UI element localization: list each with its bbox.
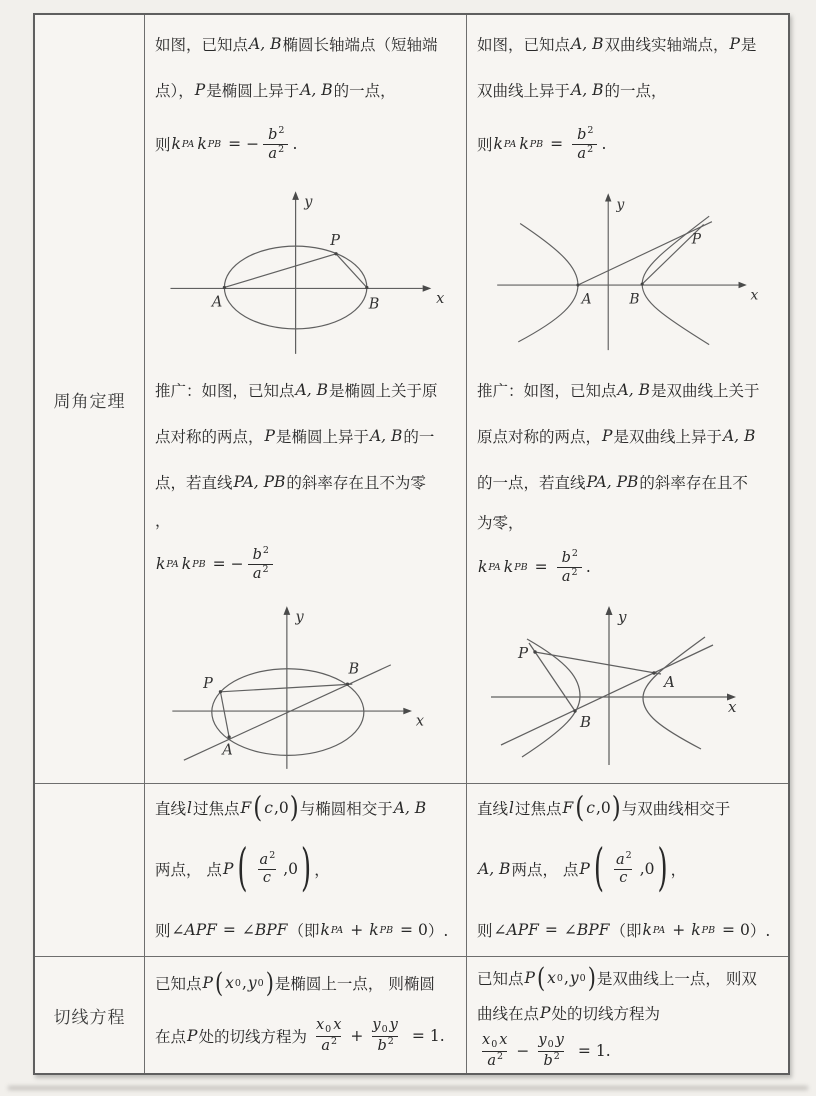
text-run: 点对称的两点， [155,428,264,446]
period: . [605,1042,611,1060]
formula-tangent-ellipse [155,1005,460,1067]
text-run: 是双曲线上一点， 则双 [596,970,757,988]
text-run: 是椭圆上一点， 则椭圆 [274,975,435,993]
text-run: 两点， 点 [511,861,579,879]
number: 0 [740,921,750,939]
math-run: PA, PB [233,473,286,491]
number: 0 [600,799,611,817]
text-run: 已知点 [477,970,524,988]
text-line [155,67,460,113]
text-run: 的一点， [333,82,396,100]
axis-label-y: y [618,608,627,626]
text-run: 推广：如图，已知点 [155,382,295,400]
text-run: 已知点 [155,975,202,993]
text-run: （即 [288,922,320,940]
text-run: 推广：如图，已知点 [477,382,617,400]
text-run: 过焦点 [192,800,240,818]
fraction-x0x-a2: $\frac{x_0 x}{a^2}$ [315,1017,342,1055]
text-run: 椭圆长轴端点（短轴端 [282,36,438,54]
equals-sign: = [228,135,242,153]
text-line [477,367,782,413]
text-run: 双曲线实轴端点， [604,36,729,54]
point-label-A: A [211,294,223,311]
comma: , [241,974,247,992]
text-run: ）. [749,922,771,940]
math-run: x [547,969,556,987]
text-run: 与椭圆相交于 [299,800,393,818]
text-line: 直线 l 过焦点 F ( c , 0 ) 与椭圆相交于 A, B [155,791,427,825]
math-run: A, B [249,35,282,53]
text-line [477,21,782,67]
period: . [585,558,591,576]
subscript: PB [379,924,394,936]
number: 0 [418,921,428,939]
text-line [155,505,460,535]
math-run: k [503,558,514,576]
axis-label-y: y [295,609,304,626]
text-run: 的一点， [604,82,667,100]
text-run: 在点 [155,1028,187,1046]
text-run: 两点， 点 [155,861,222,879]
subscript: PB [192,558,206,570]
equals-sign: = [212,555,226,573]
text-run: 则 [155,136,171,154]
math-run: k [493,135,503,153]
equals-sign: = [550,135,564,153]
comma: , [563,969,569,987]
period: . [439,1027,445,1045]
comma: , [273,799,279,817]
text-run: 处的切线方程为 [198,1028,307,1046]
math-run: A, B [295,381,328,399]
text-line [155,413,460,459]
fraction-x0x-a2: $\frac{x_0 x}{a^2}$ [482,1032,508,1070]
tangent-ellipse-cell [145,957,467,1073]
text-run: 如图，已知点 [155,36,249,54]
text-run: 的斜率存在且不为零 [286,474,426,492]
math-run: k [197,135,207,153]
text-run: ）. [427,922,449,940]
math-run: A, B [571,35,604,53]
formula-slope-product-ellipse-general [155,535,460,593]
subscript: 0 [556,972,563,984]
text-line [477,413,782,459]
text-run: 如图，已知点 [477,36,571,54]
text-run: 原点对称的两点， [477,428,602,446]
math-run: P [187,1027,198,1045]
text-run: 点，若直线 [155,474,233,492]
text-line [477,505,782,539]
fraction-b2-a2: $\frac{b^2}{a^2}$ [572,126,597,162]
formula-slope-product-hyperbola [477,113,782,175]
row-label-tangent-equation [35,957,145,1073]
math-run: k [642,921,652,939]
period: . [601,135,607,153]
formula-point-P-hyperbola: A, B 两点， 点 P ( $\frac{a^2}{c}$ , 0 ) ， [478,839,687,899]
number: 0 [644,860,655,878]
text-run: 与双曲线相交于 [621,800,731,818]
math-run: F [240,799,252,817]
math-run: A, B [617,381,650,399]
math-run: P [222,860,234,878]
text-line [155,21,460,67]
point-label-P: P [691,231,701,248]
math-run: c [586,799,595,817]
text-run: （即 [610,922,642,940]
equals-sign: = [400,921,414,939]
focal-chord-hyperbola-cell [467,784,788,957]
point-label-B: B [348,661,360,678]
text-run: 则 [155,922,171,940]
math-run: P [264,427,275,445]
point-label-B: B [629,291,640,308]
focal-chord-ellipse-cell [145,784,467,957]
math-run: A, B [300,81,333,99]
subscript: 0 [234,977,241,989]
point-label-P: P [330,233,340,250]
subscript: PB [207,138,222,150]
subscript: PB [701,924,716,936]
text-line [477,997,782,1029]
math-run: P [729,35,740,53]
math-run: y [247,974,257,992]
plus-sign: + [350,1027,364,1045]
math-run: P [579,860,590,878]
text-run: 是椭圆上异于 [275,428,369,446]
subscript: PA [652,924,666,936]
text-line [477,67,782,113]
text-run: 直线 [477,800,509,818]
point-label-A: A [664,673,675,691]
tangent-hyperbola-cell [467,957,788,1073]
text-run: 的一 [403,428,435,446]
text-run: 是双曲线上关于 [650,382,760,400]
subscript: PA [503,138,517,150]
point-label-P: P [518,644,529,662]
photo-edge-shadow [8,1086,808,1090]
row1-label-text: 周角定理 [53,391,126,412]
inscribed-angle-hyperbola-cell [467,15,788,784]
text-run: ， [155,512,171,530]
math-run: A, B [369,427,403,445]
text-run: 直线 [155,800,187,818]
text-run: 是椭圆上异于 [206,82,300,100]
text-run: 是椭圆上关于原 [328,382,438,400]
math-run: ∠BPF [563,921,610,939]
comma: , [595,799,601,817]
fraction-b2-a2: $\frac{b^2}{a^2}$ [557,549,582,585]
text-run: 双曲线上异于 [477,82,571,100]
math-run: k [691,921,701,939]
subscript: PA [181,138,195,150]
fraction-b2-a2: $\frac{b^2}{a^2}$ [263,126,288,162]
math-run: k [156,555,166,573]
fraction-y0y-b2: $\frac{y_0 y}{b^2}$ [538,1032,564,1070]
math-run: P [524,969,535,987]
math-run: ∠APF [493,921,539,939]
math-run: c [264,799,273,817]
inscribed-angle-ellipse-cell [145,15,467,784]
ellipse-vertex-diagram [157,183,465,365]
text-run: 过焦点 [514,800,562,818]
math-run: k [320,921,330,939]
text-run: 是 [740,36,757,54]
fraction-b2-a2: $\frac{b^2}{a^2}$ [248,546,273,582]
math-run: P [194,81,206,99]
point-label-B: B [580,713,592,731]
subscript: 0 [257,977,264,989]
number: 1 [429,1027,440,1045]
math-run: ∠APF [171,921,217,939]
text-line: 直线 l 过焦点 F ( c , 0 ) 与双曲线相交于 [477,791,731,825]
subscript: PA [330,924,344,936]
minus-sign: − [246,135,260,153]
subscript: PB [529,138,544,150]
math-run: k [369,921,379,939]
subscript: PA [166,558,179,570]
number: 1 [595,1042,606,1060]
equals-sign: = [411,1027,425,1045]
axis-label-y: y [616,196,625,213]
text-run: 处的切线方程为 [551,1005,660,1023]
formula-angle-equality [477,908,782,952]
axis-label-x: x [415,713,424,730]
number: 0 [278,799,289,817]
math-run: k [171,135,181,153]
text-run: 曲线在点 [477,1005,540,1023]
row3-label-text: 切线方程 [53,1007,126,1028]
math-run: A, B [722,427,756,445]
math-run: l [509,799,514,817]
text-run: 为零， [477,514,524,532]
formula-slope-product-hyperbola-general [477,539,782,595]
math-run: y [569,969,579,987]
fraction-a2-c: $\frac{a^2}{c}$ [615,850,632,886]
math-run: P [202,974,213,992]
plus-sign: + [350,921,364,939]
math-run: F [562,799,574,817]
hyperbola-origin-symmetric-diagram [477,601,777,771]
minus-sign: − [230,555,244,573]
formula-angle-equality [155,908,460,952]
math-run: k [181,555,192,573]
axis-label-y: y [304,194,313,211]
math-run: A, B [478,860,511,878]
formula-tangent-hyperbola [477,1029,782,1073]
comma: , [283,860,289,878]
math-run: A, B [393,799,427,817]
math-run: P [540,1004,551,1022]
axis-label-x: x [436,290,445,307]
point-label-B: B [368,296,380,313]
fraction-a2-c: $\frac{a^2}{c}$ [259,850,276,886]
formula-point-P-ellipse: 两点， 点 P ( $\frac{a^2}{c}$ , 0 ) ， [155,839,330,899]
math-run: PA, PB [586,473,639,491]
ellipse-origin-symmetric-diagram [155,599,463,775]
row-label-inscribed-angle-theorem [35,15,145,784]
text-line [155,367,460,413]
row2-empty-label-cell [35,784,145,957]
formula-slope-product-ellipse [155,113,460,175]
text-run: 是双曲线上异于 [613,428,722,446]
text-line [477,459,782,505]
equals-sign: = [577,1042,591,1060]
text-line [155,459,460,505]
minus-sign: − [516,1042,530,1060]
text-run: 点）， [155,82,194,100]
point-label-A: A [222,742,233,759]
subscript: 0 [579,972,586,984]
math-run: k [519,135,529,153]
comma: , [639,860,645,878]
text-run: 则 [477,136,493,154]
conic-theorems-table [33,13,790,1075]
text-run: ， [670,861,687,879]
fraction-y0y-b2: $\frac{y_0 y}{b^2}$ [372,1017,398,1055]
math-run: A, B [571,81,604,99]
text-run: ， [314,861,330,879]
hyperbola-vertex-diagram [477,183,788,365]
math-run: P [602,427,613,445]
math-run: x [225,974,234,992]
number: 0 [288,860,299,878]
plus-sign: + [672,921,686,939]
math-run: ∠BPF [241,921,288,939]
text-run: 的斜率存在且不 [639,474,748,492]
equals-sign: = [222,921,236,939]
text-line: 已知点 P ( x 0 , y 0 ) 是双曲线上一点， 则双 [477,962,757,994]
point-label-P: P [203,675,213,692]
text-run: 则 [477,922,493,940]
axis-label-x: x [750,287,759,304]
point-label-A: A [581,291,592,308]
axis-label-x: x [728,698,737,716]
math-run: k [478,558,488,576]
equals-sign: = [534,558,548,576]
text-run: 的一点，若直线 [477,474,586,492]
subscript: PA [488,561,501,573]
equals-sign: = [544,921,558,939]
text-line: 已知点 P ( x 0 , y 0 ) 是椭圆上一点， 则椭圆 [155,967,435,999]
subscript: PB [514,561,528,573]
period: . [292,135,298,153]
math-run: l [187,799,192,817]
equals-sign: = [722,921,736,939]
